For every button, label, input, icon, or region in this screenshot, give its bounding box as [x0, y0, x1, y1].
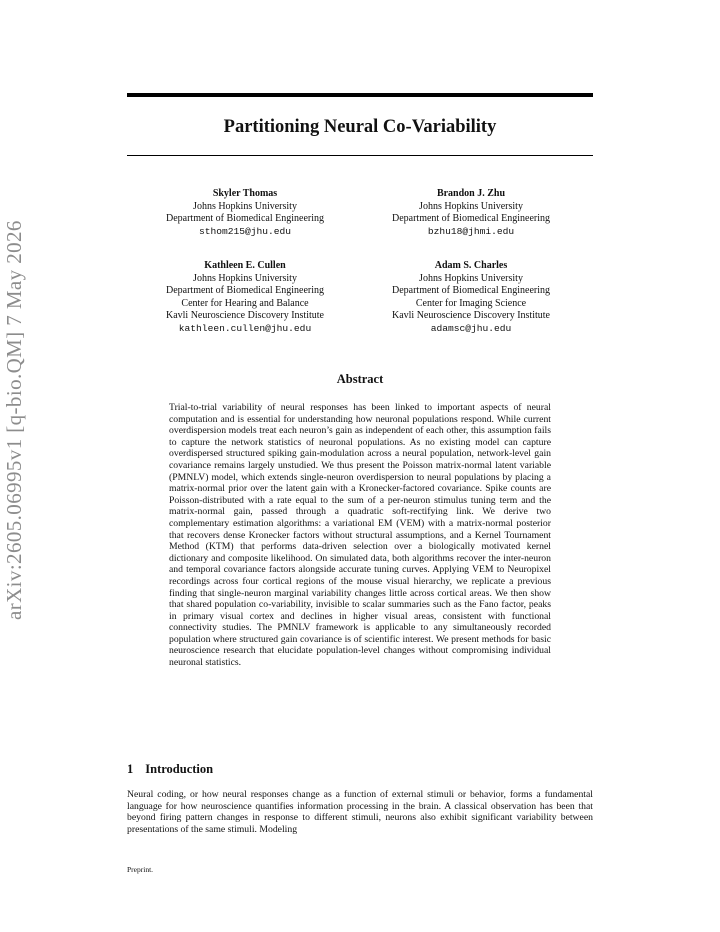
abstract-text: Trial-to-trial variability of neural responses has been linked to important aspects of neural computation and is essential for understanding how neuronal populations respond. While current overdispersion models treat each neuron’s gain as independent of each other, this assumption fails to capture the network statistics of neuronal populations. As no existing model can capture overdispersed structured spiking gain-modulation across a neural population, network-level gain covariance remains largely unstudied. We thus present the Poisson matrix-normal latent variable (PMNLV) model, which extends single-neuron overdispersion to neural populations by placing a matrix-normal prior over the latent gain with a Kronecker-factored covariance. Spike counts are Poisson-distributed with a rate equal to the sum of a per-neuron stimulus tuning term and the matrix-normal gain, passed through a quadratic soft-rectifying link. We derive two complementary estimation algorithms: a variational EM (VEM) with a matrix-normal posterior that recovers dense Kronecker factors without structural assumptions, and a Kernel Tournament Method (KTM) that performs data-driven selection over a biologically motivated kernel dictionary and composite likelihood. On simulated data, both algorithms recover the inter-neuron and temporal covariance factors alongside accurate tuning curves. Applying VEM to Neuropixel recordings across four cortical regions of the mouse visual hierarchy, we replicate a previous finding that single-neuron marginal variability changes little across cortical areas. We then show that shared population co-variability, invisible to scalar summaries such as the Fano factor, peaks in primary visual cortex and declines in higher visual areas, consistent with functional connectivity studies. The PMNLV framework is applicable to any simultaneously recorded population where structured gain covariance is of scientific interest. We present methods for basic neuroscience research that elucidate population-level changes without compromising individual neuronal statistics.	[169, 402, 551, 669]
author-affiliation: Johns Hopkins University	[193, 200, 297, 212]
author-affiliation: Department of Biomedical Engineering	[391, 285, 550, 297]
author-affiliation: Center for Imaging Science	[415, 297, 527, 309]
abstract-heading: Abstract	[336, 372, 384, 386]
author-name: Adam S. Charles	[434, 260, 508, 271]
section-title: Introduction	[145, 762, 214, 776]
author-affiliation: Department of Biomedical Engineering	[165, 285, 324, 297]
author-email[interactable]: sthom215@jhu.edu	[198, 225, 292, 237]
author-affiliation: Johns Hopkins University	[419, 200, 523, 212]
title-bottom-rule	[127, 155, 593, 156]
author-name: Skyler Thomas	[212, 188, 278, 199]
author-affiliation: Kavli Neuroscience Discovery Institute	[391, 310, 550, 322]
author-email[interactable]: kathleen.cullen@jhu.edu	[178, 322, 312, 334]
author-affiliation: Kavli Neuroscience Discovery Institute	[165, 310, 324, 322]
paper-title: Partitioning Neural Co-Variability	[223, 117, 497, 137]
section-heading	[127, 762, 213, 777]
footer-note: Preprint.	[127, 865, 154, 874]
title-top-rule	[127, 93, 593, 97]
author-block-2	[356, 188, 586, 238]
author-affiliation: Department of Biomedical Engineering	[391, 213, 550, 225]
author-affiliation: Department of Biomedical Engineering	[165, 213, 324, 225]
author-email[interactable]: bzhu18@jhmi.edu	[427, 225, 515, 237]
author-name: Kathleen E. Cullen	[204, 260, 286, 271]
author-email[interactable]: adamsc@jhu.edu	[430, 322, 512, 334]
arxiv-identifier: arXiv:2605.06995v1 [q-bio.QM] 7 May 2026	[2, 220, 26, 620]
author-affiliation: Center for Hearing and Balance	[181, 297, 309, 309]
author-block-3	[130, 260, 360, 336]
author-affiliation: Johns Hopkins University	[193, 272, 297, 284]
author-block-4	[356, 260, 586, 336]
author-block-1	[130, 188, 360, 238]
author-name: Brandon J. Zhu	[436, 188, 506, 199]
author-affiliation: Johns Hopkins University	[419, 272, 523, 284]
intro-paragraph: Neural coding, or how neural responses change as a function of external stimuli or behavior, forms a fundamental language for how neuroscience quantifies information processing in the brain. A classical observation has been that beyond firing pattern changes in response to different stimuli, neurons also exhibit significant variability between presentations of the same stimuli. Modeling	[127, 789, 593, 835]
section-number: 1	[127, 762, 134, 776]
